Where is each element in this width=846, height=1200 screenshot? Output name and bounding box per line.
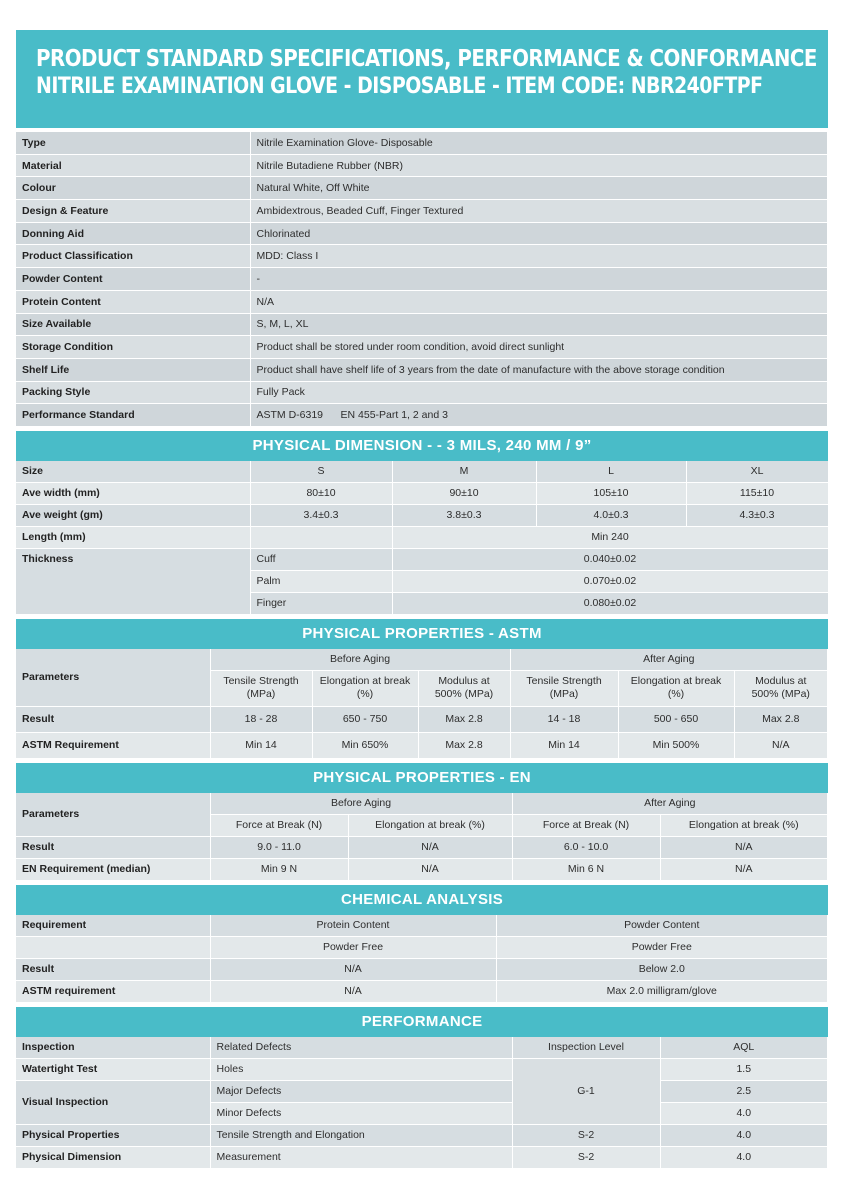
column-header: Elongation at break (%): [660, 814, 827, 836]
row-label: Requirement: [16, 915, 210, 937]
row-label: Ave weight (gm): [16, 504, 250, 526]
column-header: Force at Break (N): [210, 814, 348, 836]
table-row: [16, 504, 828, 526]
spec-label: Shelf Life: [16, 358, 250, 381]
result-value: Max 2.8: [418, 706, 510, 732]
aql-value: 4.0: [660, 1146, 828, 1168]
before-aging-header: Before Aging: [210, 649, 510, 671]
spec-row: [16, 200, 828, 223]
result-value: Below 2.0: [496, 958, 828, 980]
spec-value: Nitrile Butadiene Rubber (NBR): [250, 154, 828, 177]
spec-label: Type: [16, 132, 250, 154]
protein-condition: Powder Free: [210, 936, 496, 958]
spec-label: Storage Condition: [16, 336, 250, 359]
spec-row: [16, 154, 828, 177]
weight-value: 3.8±0.3: [392, 504, 536, 526]
before-aging-header: Before Aging: [210, 793, 512, 815]
document-subtitle: NITRILE EXAMINATION GLOVE - DISPOSABLE - ITEM CODE: NBR240FTPF: [36, 74, 763, 99]
thickness-palm-value: 0.070±0.02: [392, 570, 828, 592]
row-label: Ave width (mm): [16, 482, 250, 504]
size-xl: XL: [686, 461, 828, 483]
table-row: [16, 461, 828, 483]
row-label: Length (mm): [16, 526, 250, 548]
inspection-level: S-2: [512, 1124, 660, 1146]
width-value: 105±10: [536, 482, 686, 504]
spec-value: MDD: Class I: [250, 245, 828, 268]
result-value: 18 - 28: [210, 706, 312, 732]
spec-row: [16, 336, 828, 359]
row-label: Physical Dimension: [16, 1146, 210, 1168]
column-header: Modulus at 500% (MPa): [734, 670, 827, 706]
spec-label: Colour: [16, 177, 250, 200]
powder-content-header: Powder Content: [496, 915, 828, 937]
spec-value: Fully Pack: [250, 381, 828, 404]
thickness-cuff-label: Cuff: [250, 548, 392, 570]
document-header: [16, 30, 828, 128]
spec-value: Product shall be stored under room condition, avoid direct sunlight: [250, 336, 828, 359]
aql-value: 4.0: [660, 1102, 828, 1124]
requirement-value: N/A: [348, 858, 512, 880]
after-aging-header: After Aging: [510, 649, 827, 671]
performance-table: [16, 1037, 828, 1169]
spec-label: Size Available: [16, 313, 250, 336]
dimension-table: [16, 461, 829, 615]
spec-value: Ambidextrous, Beaded Cuff, Finger Textured: [250, 200, 828, 223]
table-row: [16, 526, 828, 548]
requirement-value: Min 500%: [618, 732, 734, 758]
row-label: EN Requirement (median): [16, 858, 210, 880]
spec-label: Material: [16, 154, 250, 177]
spec-row: [16, 177, 828, 200]
row-label: Size: [16, 461, 250, 483]
spec-label: Protein Content: [16, 290, 250, 313]
spec-row: [16, 358, 828, 381]
column-header: Inspection Level: [512, 1037, 660, 1059]
row-label: Thickness: [16, 548, 250, 614]
spec-sheet: [16, 30, 828, 1169]
row-label: ASTM requirement: [16, 980, 210, 1002]
spec-label: Performance Standard: [16, 404, 250, 427]
requirement-value: N/A: [210, 980, 496, 1002]
spec-label: Packing Style: [16, 381, 250, 404]
after-aging-header: After Aging: [512, 793, 827, 815]
length-value: Min 240: [392, 526, 828, 548]
spec-label: Donning Aid: [16, 222, 250, 245]
defect-label: Tensile Strength and Elongation: [210, 1124, 512, 1146]
width-value: 115±10: [686, 482, 828, 504]
powder-condition: Powder Free: [496, 936, 828, 958]
thickness-cuff-value: 0.040±0.02: [392, 548, 828, 570]
requirement-value: Max 2.8: [418, 732, 510, 758]
column-header: AQL: [660, 1037, 828, 1059]
column-header: Inspection: [16, 1037, 210, 1059]
protein-content-header: Protein Content: [210, 915, 496, 937]
column-header: Elongation at break (%): [618, 670, 734, 706]
requirement-value: N/A: [660, 858, 827, 880]
spec-value: N/A: [250, 290, 828, 313]
inspection-level: S-2: [512, 1146, 660, 1168]
requirement-value: Min 6 N: [512, 858, 660, 880]
thickness-palm-label: Palm: [250, 570, 392, 592]
thickness-finger-value: 0.080±0.02: [392, 592, 828, 614]
result-value: N/A: [210, 958, 496, 980]
en-table: [16, 793, 828, 881]
spec-row: [16, 268, 828, 291]
column-header: Tensile Strength (MPa): [210, 670, 312, 706]
weight-value: 3.4±0.3: [250, 504, 392, 526]
spec-row: [16, 381, 828, 404]
requirement-value: Max 2.0 milligram/glove: [496, 980, 828, 1002]
spec-row: [16, 290, 828, 313]
weight-value: 4.3±0.3: [686, 504, 828, 526]
table-row: [16, 548, 828, 570]
result-value: 6.0 - 10.0: [512, 836, 660, 858]
spec-row: [16, 132, 828, 154]
section-title-chemical: CHEMICAL ANALYSIS: [16, 885, 828, 915]
width-value: 90±10: [392, 482, 536, 504]
spec-row: [16, 245, 828, 268]
section-title-en: PHYSICAL PROPERTIES - EN: [16, 763, 828, 793]
size-s: S: [250, 461, 392, 483]
requirement-value: Min 14: [510, 732, 618, 758]
row-label: Result: [16, 706, 210, 732]
aql-value: 4.0: [660, 1124, 828, 1146]
result-value: N/A: [660, 836, 827, 858]
weight-value: 4.0±0.3: [536, 504, 686, 526]
spec-row: [16, 404, 828, 427]
result-value: 650 - 750: [312, 706, 418, 732]
row-label: Physical Properties: [16, 1124, 210, 1146]
product-spec-table: [16, 132, 828, 427]
row-label: Result: [16, 958, 210, 980]
astm-table: [16, 649, 828, 759]
column-header: Modulus at 500% (MPa): [418, 670, 510, 706]
row-label: Watertight Test: [16, 1058, 210, 1080]
column-header: Elongation at break (%): [348, 814, 512, 836]
defect-label: Major Defects: [210, 1080, 512, 1102]
column-header: Tensile Strength (MPa): [510, 670, 618, 706]
spec-value: Product shall have shelf life of 3 years from the date of manufacture with the above storage condition: [250, 358, 828, 381]
result-value: 14 - 18: [510, 706, 618, 732]
column-header: Elongation at break (%): [312, 670, 418, 706]
spec-row: [16, 222, 828, 245]
defect-label: Holes: [210, 1058, 512, 1080]
spec-value: ASTM D-6319 EN 455-Part 1, 2 and 3: [250, 404, 828, 427]
requirement-value: Min 9 N: [210, 858, 348, 880]
spec-value: -: [250, 268, 828, 291]
spec-value: Nitrile Examination Glove- Disposable: [250, 132, 828, 154]
spec-value: Chlorinated: [250, 222, 828, 245]
result-value: 9.0 - 11.0: [210, 836, 348, 858]
size-l: L: [536, 461, 686, 483]
section-title-performance: PERFORMANCE: [16, 1007, 828, 1037]
thickness-finger-label: Finger: [250, 592, 392, 614]
inspection-level: G-1: [512, 1058, 660, 1124]
table-row: [16, 482, 828, 504]
requirement-value: N/A: [734, 732, 827, 758]
requirement-value: Min 650%: [312, 732, 418, 758]
row-label: Parameters: [16, 793, 210, 837]
aql-value: 1.5: [660, 1058, 828, 1080]
row-label: Result: [16, 836, 210, 858]
size-m: M: [392, 461, 536, 483]
width-value: 80±10: [250, 482, 392, 504]
document-title: PRODUCT STANDARD SPECIFICATIONS, PERFORMANCE & CONFORMANCE: [36, 46, 817, 72]
row-label: ASTM Requirement: [16, 732, 210, 758]
column-header: Force at Break (N): [512, 814, 660, 836]
result-value: Max 2.8: [734, 706, 827, 732]
spec-label: Product Classification: [16, 245, 250, 268]
spec-value: S, M, L, XL: [250, 313, 828, 336]
column-header: Related Defects: [210, 1037, 512, 1059]
requirement-value: Min 14: [210, 732, 312, 758]
spec-row: [16, 313, 828, 336]
row-label: Visual Inspection: [16, 1080, 210, 1124]
chemical-table: [16, 915, 828, 1003]
section-title-astm: PHYSICAL PROPERTIES - ASTM: [16, 619, 828, 649]
row-label: Parameters: [16, 649, 210, 707]
result-value: N/A: [348, 836, 512, 858]
aql-value: 2.5: [660, 1080, 828, 1102]
spec-label: Powder Content: [16, 268, 250, 291]
section-title-dimension: PHYSICAL DIMENSION - - 3 MILS, 240 MM / 9”: [16, 431, 828, 461]
spec-label: Design & Feature: [16, 200, 250, 223]
defect-label: Measurement: [210, 1146, 512, 1168]
spec-value: Natural White, Off White: [250, 177, 828, 200]
result-value: 500 - 650: [618, 706, 734, 732]
defect-label: Minor Defects: [210, 1102, 512, 1124]
